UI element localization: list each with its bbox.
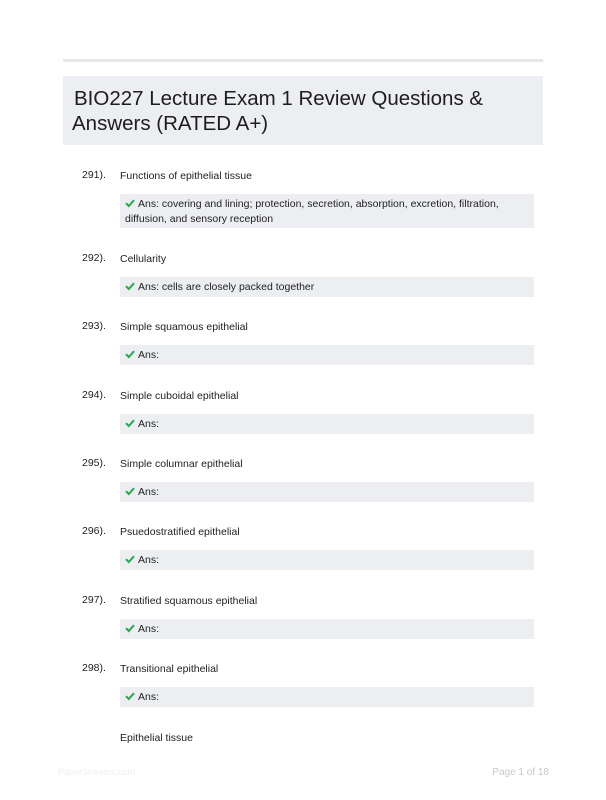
check-icon	[125, 691, 135, 701]
answer-box	[120, 619, 534, 639]
answer-box	[120, 194, 534, 228]
question-number: 294).	[82, 389, 106, 401]
check-icon	[125, 486, 135, 496]
title-banner	[63, 76, 543, 145]
question-text: Transitional epithelial	[120, 663, 219, 675]
answer-text: Ans: covering and lining; protection, secretion, absorption, excretion, filtration, diffusion, and sensory reception	[125, 198, 499, 225]
check-icon	[125, 281, 135, 291]
answer-text: Ans:	[138, 418, 160, 430]
question-number: 298).	[82, 662, 106, 674]
page-title: BIO227 Lecture Exam 1 Review Questions & Answers (RATED A+)	[72, 87, 484, 135]
question-text: Simple columnar epithelial	[120, 458, 243, 470]
check-icon	[125, 554, 135, 564]
question-number: 297).	[82, 594, 106, 606]
footer-watermark: PaperStreams.com	[58, 767, 136, 777]
answer-box	[120, 482, 534, 502]
question-text: Cellularity	[120, 253, 167, 265]
question-text: Epithelial tissue	[120, 732, 193, 744]
check-icon	[125, 418, 135, 428]
question-number: 292).	[82, 252, 106, 264]
question-number: 291).	[82, 169, 106, 181]
top-divider	[63, 59, 543, 62]
question-text: Functions of epithelial tissue	[120, 170, 252, 182]
answer-box	[120, 414, 534, 434]
question-text: Psuedostratified epithelial	[120, 526, 240, 538]
answer-box	[120, 550, 534, 570]
answer-box	[120, 687, 534, 707]
answer-text: Ans:	[138, 554, 160, 566]
answer-text: Ans: cells are closely packed together	[138, 281, 315, 293]
page-number: Page 1 of 18	[492, 767, 549, 778]
question-number: 293).	[82, 320, 106, 332]
answer-text: Ans:	[138, 623, 160, 635]
question-number: 296).	[82, 525, 106, 537]
answer-text: Ans:	[138, 486, 160, 498]
answer-box	[120, 345, 534, 365]
question-text: Stratified squamous epithelial	[120, 595, 258, 607]
question-number: 295).	[82, 457, 106, 469]
answer-text: Ans:	[138, 691, 160, 703]
question-text: Simple cuboidal epithelial	[120, 390, 239, 402]
answer-text: Ans:	[138, 349, 160, 361]
check-icon	[125, 623, 135, 633]
answer-box	[120, 277, 534, 297]
question-text: Simple squamous epithelial	[120, 321, 248, 333]
check-icon	[125, 349, 135, 359]
check-icon	[125, 198, 135, 208]
